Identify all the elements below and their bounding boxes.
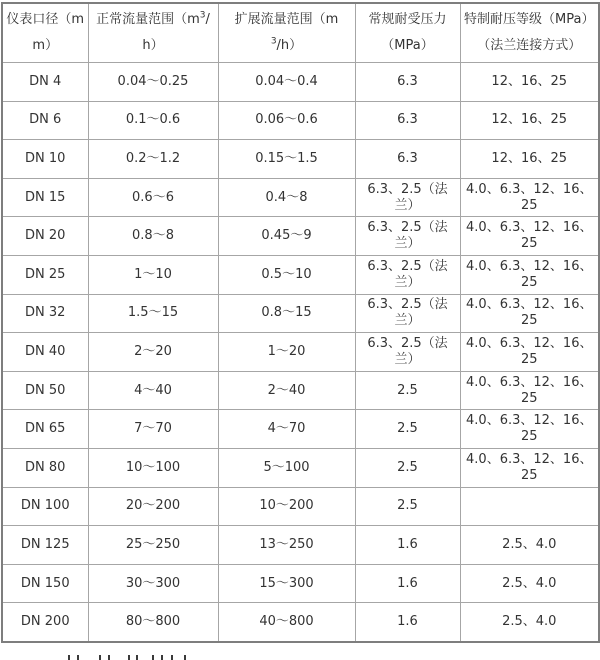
table-cell: 0.06～0.6: [218, 101, 355, 140]
table-cell: 0.8～15: [218, 294, 355, 333]
table-cell: DN 4: [2, 63, 88, 102]
table-cell: 0.6～6: [88, 178, 218, 217]
table-cell: 2～20: [88, 333, 218, 372]
table-cell: 4.0、6.3、12、16、25: [460, 333, 599, 372]
table-row: [2, 410, 599, 449]
table-cell: 1.6: [355, 564, 460, 603]
table-cell: 2.5: [355, 448, 460, 487]
header-label-suffix: /h）: [142, 12, 210, 53]
table-cell: 4～40: [88, 371, 218, 410]
table-cell: 0.4～8: [218, 178, 355, 217]
header-label: 特制耐压等级（MPa）（法兰连接方式）: [464, 12, 595, 53]
table-cell: 6.3、2.5（法兰）: [355, 255, 460, 294]
table-cell: 40～800: [218, 603, 355, 642]
table-cell: 20～200: [88, 487, 218, 526]
table-cell: 6.3、2.5（法兰）: [355, 333, 460, 372]
table-row: [2, 101, 599, 140]
table-cell: DN 20: [2, 217, 88, 256]
table-row: [2, 371, 599, 410]
table-cell: DN 32: [2, 294, 88, 333]
header-label-prefix: 正常流量范围（m: [96, 12, 200, 27]
table-cell: DN 15: [2, 178, 88, 217]
table-cell: 7～70: [88, 410, 218, 449]
table-cell: 10～100: [88, 448, 218, 487]
table-cell: 5～100: [218, 448, 355, 487]
table-cell: 0.5～10: [218, 255, 355, 294]
header-normal-flow-range: [88, 3, 218, 63]
table-cell: 1.6: [355, 526, 460, 565]
table-cell: 2.5、4.0: [460, 526, 599, 565]
table-cell: DN 80: [2, 448, 88, 487]
header-extended-flow-range: [218, 3, 355, 63]
table-cell: 15～300: [218, 564, 355, 603]
table-cell: 0.8～8: [88, 217, 218, 256]
table-cell: DN 50: [2, 371, 88, 410]
table-cell: DN 10: [2, 140, 88, 179]
table-cell: 6.3、2.5（法兰）: [355, 294, 460, 333]
table-cell: 2.5: [355, 487, 460, 526]
header-meter-diameter: [2, 3, 88, 63]
table-cell: 2.5: [355, 410, 460, 449]
table-cell: 13～250: [218, 526, 355, 565]
table-cell: 4.0、6.3、12、16、25: [460, 448, 599, 487]
table-cell: 12、16、25: [460, 140, 599, 179]
header-label-suffix: /h）: [276, 38, 303, 53]
table-cell: 0.45～9: [218, 217, 355, 256]
table-cell: 12、16、25: [460, 63, 599, 102]
table-cell: DN 6: [2, 101, 88, 140]
table-cell: 2.5、4.0: [460, 603, 599, 642]
table-cell: 0.2～1.2: [88, 140, 218, 179]
table-cell: 25～250: [88, 526, 218, 565]
table-row: [2, 603, 599, 642]
table-row: [2, 487, 599, 526]
table-cell: 2～40: [218, 371, 355, 410]
table-cell: DN 25: [2, 255, 88, 294]
header-label: 仪表口径（mm）: [6, 12, 85, 53]
table-cell: 4.0、6.3、12、16、25: [460, 178, 599, 217]
table-row: [2, 333, 599, 372]
table-row: [2, 63, 599, 102]
cubic-meter-superscript: 3: [270, 36, 277, 47]
table-cell: 80～800: [88, 603, 218, 642]
table-row: [2, 564, 599, 603]
table-cell: 6.3、2.5（法兰）: [355, 217, 460, 256]
table-row: [2, 526, 599, 565]
table-row: [2, 294, 599, 333]
table-cell: DN 150: [2, 564, 88, 603]
header-label: 常规耐受压力（MPa）: [368, 12, 447, 53]
table-row: [2, 217, 599, 256]
table-cell: 2.5: [355, 371, 460, 410]
table-cell: 1.5～15: [88, 294, 218, 333]
table-cell: 30～300: [88, 564, 218, 603]
table-cell: 6.3、2.5（法兰）: [355, 178, 460, 217]
table-cell: 1.6: [355, 603, 460, 642]
table-cell: 1～10: [88, 255, 218, 294]
table-row: [2, 448, 599, 487]
table-cell: 0.04～0.25: [88, 63, 218, 102]
table-cell: 0.1～0.6: [88, 101, 218, 140]
table-cell: DN 100: [2, 487, 88, 526]
table-cell: 2.5、4.0: [460, 564, 599, 603]
table-row: [2, 140, 599, 179]
table-cell: 4.0、6.3、12、16、25: [460, 217, 599, 256]
table-cell: 6.3: [355, 140, 460, 179]
table-cell: 6.3: [355, 63, 460, 102]
table-cell: 4.0、6.3、12、16、25: [460, 410, 599, 449]
table-cell: 4～70: [218, 410, 355, 449]
table-row: [2, 178, 599, 217]
table-cell: 4.0、6.3、12、16、25: [460, 371, 599, 410]
cropped-text-marks: [0, 653, 600, 660]
table-cell: 12、16、25: [460, 101, 599, 140]
table-cell: 0.15～1.5: [218, 140, 355, 179]
table-cell: 4.0、6.3、12、16、25: [460, 255, 599, 294]
flow-meter-spec-table: [1, 2, 600, 643]
table-cell: [460, 487, 599, 526]
header-label-prefix: 扩展流量范围（m: [234, 12, 339, 27]
cubic-meter-superscript: 3: [199, 10, 206, 21]
header-special-pressure-rating: [460, 3, 599, 63]
table-cell: 10～200: [218, 487, 355, 526]
table-cell: 0.04～0.4: [218, 63, 355, 102]
table-cell: 4.0、6.3、12、16、25: [460, 294, 599, 333]
table-header-row: [2, 3, 599, 63]
table-cell: 1～20: [218, 333, 355, 372]
table-cell: DN 65: [2, 410, 88, 449]
table-cell: 6.3: [355, 101, 460, 140]
table-cell: DN 200: [2, 603, 88, 642]
table-body: [2, 63, 599, 642]
header-standard-pressure: [355, 3, 460, 63]
table-cell: DN 40: [2, 333, 88, 372]
table-row: [2, 255, 599, 294]
table-cell: DN 125: [2, 526, 88, 565]
